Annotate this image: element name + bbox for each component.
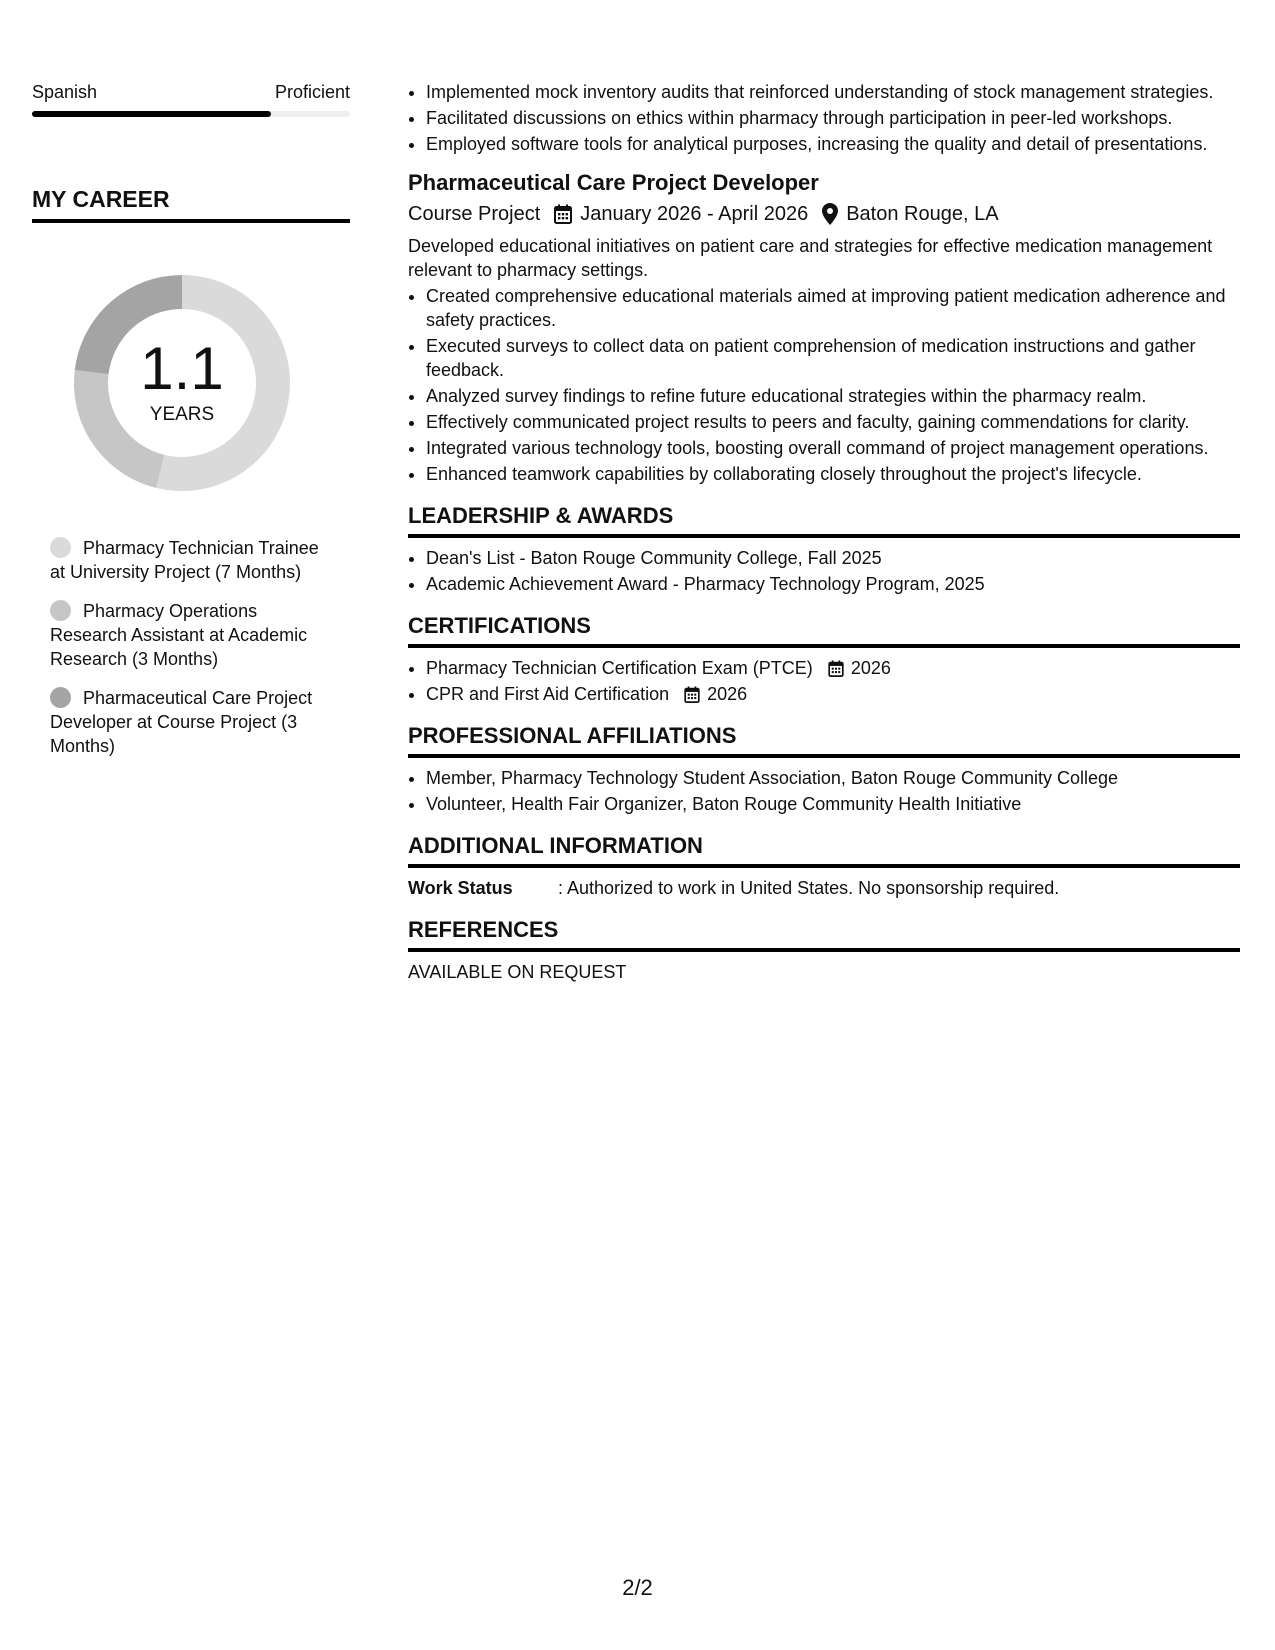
- job-dates: January 2026 - April 2026: [580, 203, 809, 225]
- leadership-heading: LEADERSHIP & AWARDS: [408, 502, 1240, 538]
- legend-dot: [50, 600, 71, 621]
- language-level: Proficient: [274, 82, 350, 102]
- work-status-row: [408, 876, 1240, 900]
- certification-year: 2026: [850, 658, 891, 678]
- legend-dot: [50, 537, 71, 558]
- list-item: [426, 682, 1240, 706]
- job-title: Pharmaceutical Care Project Developer: [408, 170, 819, 195]
- previous-job-bullets: [408, 80, 1240, 156]
- list-item: • Facilitated discussions on ethics within pharmacy through participation in peer-led workshops.: [426, 106, 1240, 130]
- career-legend-item: [50, 536, 336, 584]
- career-legend-item: [50, 599, 336, 671]
- language-proficiency-bar: [32, 111, 350, 117]
- career-legend-label: Pharmacy Operations Research Assistant at Academic Research (3 Months): [50, 601, 308, 669]
- list-item: • Effectively communicated project results to peers and faculty, gaining commendations for clarity.: [426, 410, 1240, 434]
- job-company: Course Project: [408, 203, 541, 225]
- legend-dot: [50, 687, 71, 708]
- calendar-icon: [684, 686, 700, 703]
- career-total-unit: YEARS: [149, 404, 215, 425]
- career-total-value: 1.1: [140, 335, 224, 402]
- references-text: AVAILABLE ON REQUEST: [408, 962, 627, 982]
- career-legend-label: Pharmaceutical Care Project Developer at Course Project (3 Months): [50, 688, 313, 756]
- list-item: [426, 656, 1240, 680]
- leadership-list: [408, 546, 1240, 596]
- certifications-heading: CERTIFICATIONS: [408, 612, 1240, 648]
- career-legend-item: [50, 686, 336, 758]
- list-item: • Volunteer, Health Fair Organizer, Baton Rouge Community Health Initiative: [426, 792, 1240, 816]
- list-item: • Implemented mock inventory audits that reinforced understanding of stock management strategies.: [426, 80, 1240, 104]
- language-proficiency-fill: [32, 111, 271, 117]
- job-bullets: [408, 284, 1240, 486]
- job-description: Developed educational initiatives on patient care and strategies for effective medication management relevant to pharmacy settings.: [408, 236, 1213, 280]
- location-pin-icon: [822, 203, 838, 225]
- list-item: • Dean's List - Baton Rouge Community College, Fall 2025: [426, 546, 1240, 570]
- list-item: • Enhanced teamwork capabilities by collaborating closely throughout the project's lifecycle.: [426, 462, 1240, 486]
- additional-info-heading: ADDITIONAL INFORMATION: [408, 832, 1240, 868]
- language-row: [32, 80, 350, 104]
- main-content: [408, 80, 1240, 984]
- page-number: 2/2: [622, 1575, 653, 1600]
- calendar-icon: [828, 660, 844, 677]
- list-item: • Created comprehensive educational materials aimed at improving patient medication adherence and safety practices.: [426, 284, 1240, 332]
- affiliations-list: [408, 766, 1240, 816]
- career-legend-label: Pharmacy Technician Trainee at University Project (7 Months): [50, 538, 319, 582]
- list-item: • Member, Pharmacy Technology Student Association, Baton Rouge Community College: [426, 766, 1240, 790]
- list-item: • Analyzed survey findings to refine future educational strategies within the pharmacy realm.: [426, 384, 1240, 408]
- certification-name: Pharmacy Technician Certification Exam (PTCE): [426, 658, 813, 678]
- job-location: Baton Rouge, LA: [846, 203, 999, 225]
- list-item: • Integrated various technology tools, boosting overall command of project management operations.: [426, 436, 1240, 460]
- work-status-value: : Authorized to work in United States. No sponsorship required.: [558, 878, 1060, 898]
- work-status-label: Work Status: [408, 878, 513, 898]
- job-meta: [408, 200, 1240, 228]
- career-donut: [66, 267, 298, 499]
- career-heading: MY CAREER: [32, 185, 350, 223]
- list-item: • Academic Achievement Award - Pharmacy Technology Program, 2025: [426, 572, 1240, 596]
- language-name: Spanish: [32, 82, 98, 102]
- list-item: • Executed surveys to collect data on patient comprehension of medication instructions and gather feedback.: [426, 334, 1240, 382]
- calendar-icon: [554, 204, 572, 224]
- sidebar: [32, 80, 350, 773]
- references-heading: REFERENCES: [408, 916, 1240, 952]
- career-legend: [50, 536, 336, 758]
- certifications-list: [408, 656, 1240, 706]
- list-item: • Employed software tools for analytical purposes, increasing the quality and detail of presentations.: [426, 132, 1240, 156]
- certification-name: CPR and First Aid Certification: [426, 684, 670, 704]
- certification-year: 2026: [707, 684, 748, 704]
- affiliations-heading: PROFESSIONAL AFFILIATIONS: [408, 722, 1240, 758]
